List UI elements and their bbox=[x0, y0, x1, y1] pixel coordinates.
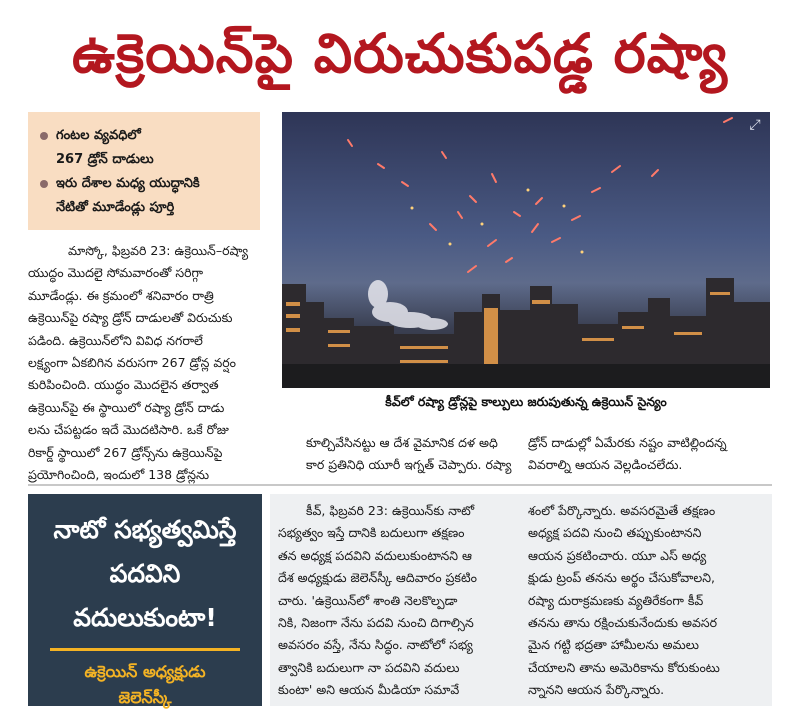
article-line: క్షుడు ట్రంప్ తనను అర్థం చేసుకోవాలని, bbox=[528, 570, 716, 586]
highlight-line: గంటల వ్యవధిలో bbox=[56, 128, 141, 143]
quote-attribution: జెలెన్‌స్కీ bbox=[118, 688, 172, 707]
article-line: దేశ అధ్యక్షుడు జెలెన్‌స్కీ ఆదివారం ప్రకటిం bbox=[278, 570, 477, 586]
article-line: కుంటా' అని ఆయన మీడియా సమావే bbox=[278, 682, 460, 698]
highlight-line: 267 డ్రోన్ దాడులు bbox=[56, 152, 154, 167]
article-line: మైన గట్టి భద్రతా హామీలను అమలు bbox=[528, 637, 699, 653]
article-line: కూల్చివేసినట్టు ఆ దేశ వైమానిక దళ అధి bbox=[306, 435, 498, 450]
headline: ఉక్రెయిన్‌పై విరుచుకుపడ్డ రష్యా bbox=[71, 22, 729, 85]
article-line: కీవ్, ఫిబ్రవరి 23: ఉక్రెయిన్‌కు నాటో bbox=[306, 503, 475, 518]
news-photo bbox=[282, 112, 770, 388]
quote-attribution: ఉక్రెయిన్ అధ్యక్షుడు bbox=[84, 662, 206, 681]
article-line: యుద్ధం మొదలై సోమవారంతో సరిగ్గా bbox=[28, 265, 204, 281]
article-line: కురిపించింది. యుద్ధం మొదలైన తర్వాత bbox=[28, 377, 219, 393]
quote-line: నాటో సభ్యత్వమిస్తే bbox=[53, 515, 237, 544]
section-divider bbox=[28, 484, 772, 486]
article-line: అధ్యక్ష పదవి నుంచి తప్పుకుంటానని bbox=[528, 525, 702, 541]
bullet-icon bbox=[40, 132, 48, 140]
expand-icon[interactable]: ⤢ bbox=[749, 117, 761, 133]
article-line: చారు. 'ఉక్రెయిన్‌లో శాంతి నెలకొల్పడా bbox=[278, 592, 458, 608]
article-line: న్నానని ఆయన పేర్కొన్నారు. bbox=[528, 682, 665, 698]
photo-illustration bbox=[282, 112, 770, 388]
article2-column-left bbox=[278, 500, 512, 702]
article-line: త్వానికి బదులుగా నా పదవిని వదులు bbox=[278, 659, 460, 675]
article2 bbox=[270, 494, 772, 706]
highlight-item bbox=[38, 124, 250, 172]
quote-divider bbox=[50, 648, 240, 651]
highlight-item bbox=[38, 172, 250, 220]
article-line: రికార్డ్ స్థాయిలో 267 డ్రోన్స్‌ను ఉక్రెయిన్‌పై bbox=[28, 444, 223, 460]
article-line: డ్రోన్ దాడుల్లో ఏమేరకు నష్టం వాటిల్లిందన్న bbox=[528, 435, 727, 450]
article-line: లక్ష్యంగా ఏకబిగిన వరుసగా 267 డ్రోన్ల వర్షం bbox=[28, 355, 237, 371]
article-line: లను చేపట్టడం ఇదే మొదటిసారి. ఒకే రోజు bbox=[28, 422, 229, 438]
article1-column-mid bbox=[306, 432, 516, 477]
article-line: మూడేండ్లు. ఈ క్రమంలో శనివారం రాత్రి bbox=[28, 287, 214, 303]
article-line: అవసరం వస్తే, నేను సిద్ధం. నాటోలో సభ్య bbox=[278, 637, 473, 653]
article-line: వివరాల్ని ఆయన వెల్లడించలేదు. bbox=[528, 457, 683, 473]
quote-line: పదవిని bbox=[109, 559, 181, 588]
article-line: ఉక్రెయిన్‌పై ఈ స్థాయిలో రష్యా డ్రోన్ దాడు bbox=[28, 399, 225, 415]
article-line: తన అధ్యక్ష పదవిని వదులుకుంటానని ఆ bbox=[278, 547, 472, 563]
article-line: రష్యా దురాక్రమణకు వ్యతిరేకంగా కీవ్ bbox=[528, 592, 704, 608]
article-line: చేయాలని తాను అమెరికాను కోరుకుంటు bbox=[528, 659, 720, 675]
highlight-line: నేటితో మూడేండ్లు పూర్తి bbox=[56, 200, 175, 215]
article1-column-left bbox=[28, 240, 262, 486]
photo-caption: కీవ్‌లో రష్యా డ్రోన్లపై కాల్పులు జరుపుతున్న ఉక్రెయిన్ సైన్యం bbox=[385, 394, 667, 409]
highlight-line: ఇరు దేశాల మధ్య యుద్ధానికి bbox=[56, 176, 200, 191]
article1-column-right bbox=[528, 432, 772, 477]
article-line: తనను తాను రక్షించుకునేందుకు అవసర bbox=[528, 615, 718, 631]
article-line: మాస్కో, ఫిబ్రవరి 23: ఉక్రెయిన్–రష్యా bbox=[68, 243, 249, 258]
article-line: ప్రయోగించింది, ఇందులో 138 డ్రోన్లను bbox=[28, 467, 210, 483]
highlights-box bbox=[28, 112, 260, 230]
article-line: ఉక్రెయిన్‌పై రష్యా డ్రోన్ దాడులతో విరుచుకు bbox=[28, 310, 233, 326]
quote-box bbox=[28, 494, 262, 706]
bullet-icon bbox=[40, 180, 48, 188]
article-line: సభ్యత్వం ఇస్తే దానికి బదులుగా తక్షణం bbox=[278, 525, 465, 541]
article-line: ఆయన ప్రకటించారు. యూ ఎస్ అధ్య bbox=[528, 547, 707, 563]
article-line: నికి, నిజంగా నేను పదవి నుంచి దిగాల్సిన bbox=[278, 615, 474, 631]
quote-line: వదులుకుంటా! bbox=[73, 603, 217, 632]
article2-column-right bbox=[528, 500, 764, 702]
article-line: పడింది. ఉక్రెయిన్‌లోని వివిధ నగరాలే bbox=[28, 332, 203, 348]
article-line: శంలో పేర్కొన్నారు. అవసరమైతే తక్షణం bbox=[528, 503, 716, 518]
article-line: కార ప్రతినిధి యూరీ ఇగ్నత్ చెప్పారు. రష్యా bbox=[306, 457, 512, 473]
